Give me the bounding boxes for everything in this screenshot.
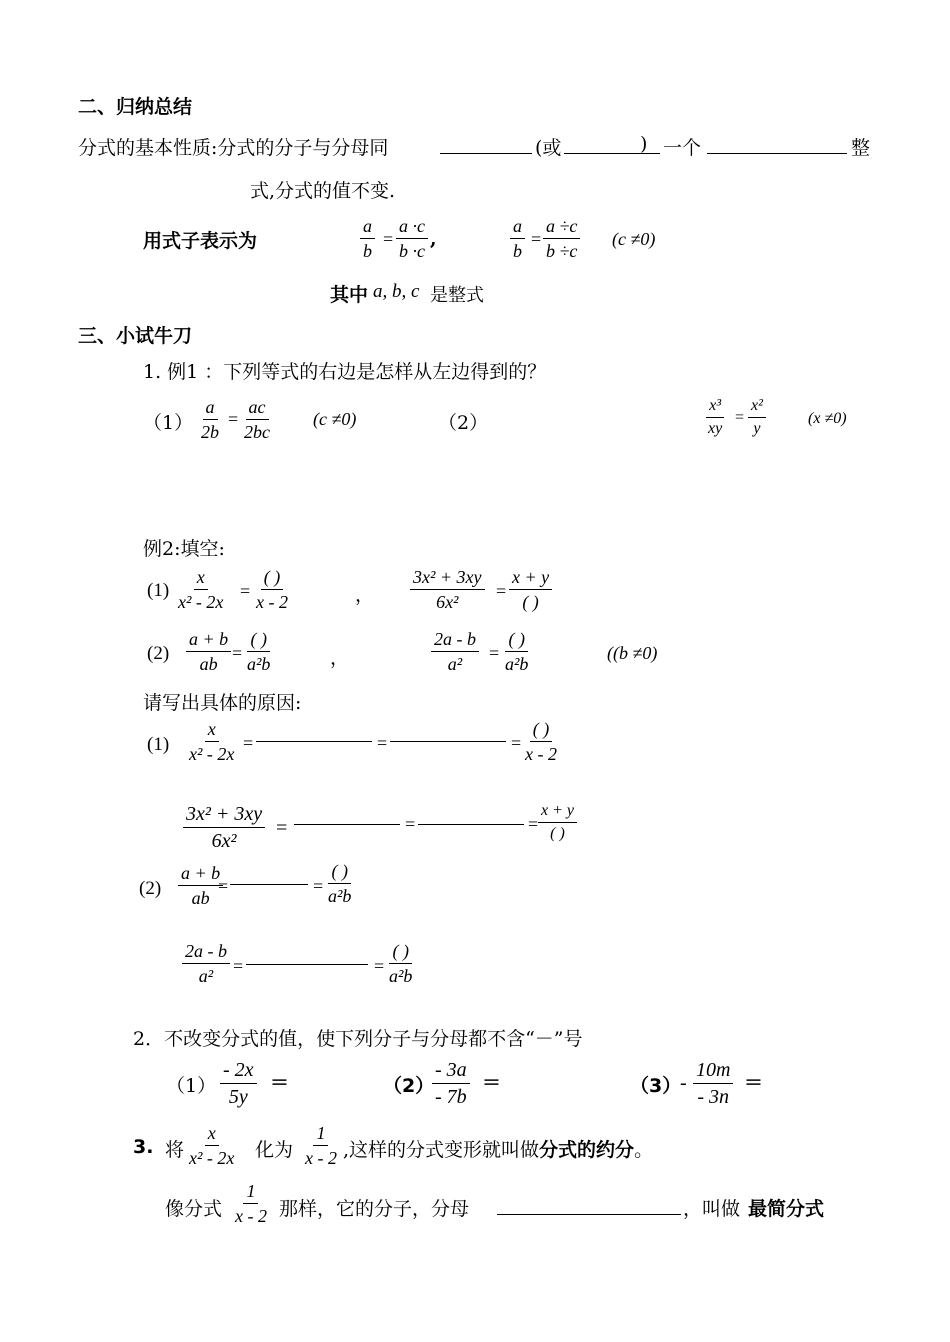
fraction-blank-over-x-2: ( ) x - 2: [525, 719, 557, 764]
fraction-2a-b-over-a2: $\frac{2a - b}{\text{a²}}$: [182, 942, 230, 985]
equals-sign: =: [489, 643, 500, 663]
condition-x-nonzero: (x ≠0): [808, 410, 847, 427]
property-text-a: 分式的基本性质:分式的分子与分母同: [78, 137, 389, 159]
fraction-neg3a-over-neg7b: $\frac{- 3a}{- 7b}$: [432, 1060, 470, 1107]
fraction-1-over-x-2: $\frac{1}{x - 2}$: [235, 1181, 267, 1226]
example1-part1-label: （1）: [143, 412, 194, 434]
fraction-3x2-3xy-over-6x2: $\frac{\text{3x² + 3xy}}{\text{6x²}}$: [183, 804, 265, 851]
answer-blank[interactable]: [390, 741, 506, 742]
fraction-a-over-b-2: $\frac{a}{b}$: [510, 217, 525, 260]
question2-part1-label: （1）: [166, 1075, 217, 1097]
section-heading-summary: 二、归纳总结: [78, 96, 193, 118]
example1-title: 1. 例1 ：下列等式的右边是怎样从左边得到的？: [143, 361, 547, 383]
term-reduction: 分式的约分: [539, 1139, 635, 1161]
fraction-a-over-b: $\frac{a}{b}$: [360, 217, 375, 260]
fraction-blank-over-a2b: ( ) a²b: [328, 861, 352, 906]
term-simplest-fraction: 最简分式: [748, 1198, 825, 1220]
fraction-x3-over-xy: $\frac{\text{x³}}{xy}$: [708, 397, 723, 437]
property-text-c: ): [640, 133, 648, 155]
equals-sign: =: [240, 581, 251, 601]
reason-title: 请写出具体的原因:: [143, 692, 302, 714]
example2-row1-label: (1): [147, 580, 170, 601]
property-text-d: 一个: [663, 137, 702, 159]
fraction-ab-sum-over-ab: $\frac{a + b}{ab}$: [178, 864, 223, 907]
reason-row1-label: (1): [147, 734, 170, 755]
answer-blank[interactable]: [294, 824, 400, 825]
fraction-ac-over-2bc: $\frac{ac}{2bc}$: [244, 397, 270, 442]
fraction-xy-over-blank: x + y ( ): [509, 568, 552, 611]
fraction-neg2x-over-5y: $\frac{- 2x}{5y}$: [220, 1060, 257, 1107]
separator-comma: ，: [330, 647, 350, 669]
fraction-x-over-x2-2x: $\frac{x}{\text{x² - 2x}}$: [189, 719, 235, 764]
equals-sign: =: [228, 409, 239, 429]
fraction-10m-over-neg3n: $\frac{10m}{- 3n}$: [693, 1060, 733, 1107]
equals-sign: =: [374, 956, 385, 976]
equals-sign: =: [735, 409, 745, 426]
property-text-b: (或: [535, 137, 562, 159]
minus-sign: -: [680, 1072, 687, 1094]
separator-comma: ，: [355, 584, 375, 606]
property-text-e: 整: [851, 137, 871, 159]
example1-part2-label: （2）: [438, 412, 489, 434]
equals-sign: ＝: [270, 1072, 290, 1094]
question3-number: 3.: [133, 1136, 154, 1158]
question3-text-2: 化为: [255, 1139, 294, 1161]
fraction-blank-over-a2b: ( ) a²b: [389, 941, 413, 986]
fraction-2a-b-over-a2: $\frac{2a - b}{\text{a²}}$: [431, 630, 479, 673]
question3-text-3: ,这样的分式变形就叫做分式的约分。: [343, 1139, 654, 1161]
fraction-x-over-x2-2x: $\frac{x}{\text{x² - 2x}}$: [189, 1123, 235, 1168]
comma: ,: [430, 228, 437, 250]
example2-row2-label: (2): [147, 643, 170, 664]
equals-sign: =: [276, 817, 288, 839]
question3-text-1: 将: [165, 1139, 185, 1161]
question2-part3-label: （3）: [630, 1075, 682, 1097]
fraction-adivc-over-bdivc: $\frac{a \div c}{b \div c}$: [543, 217, 580, 260]
equals-sign: =: [243, 733, 254, 753]
condition-c-nonzero: (c ≠0): [612, 229, 656, 249]
fraction-x2-over-y: $\frac{\text{x²}}{y}$: [748, 398, 766, 437]
property-text-line2: 式,分式的值不变.: [250, 180, 396, 202]
equals-sign: =: [528, 814, 539, 834]
fraction-ac-over-bc: $\frac{a \cdot c}{b \cdot c}$: [396, 217, 428, 260]
question2-title: 2．不改变分式的值，使下列分子与分母都不含“－”号: [133, 1028, 583, 1050]
blank-3[interactable]: [707, 153, 847, 154]
fraction-x-over-x2-2x: $\frac{x}{\text{x² - 2x}}$: [178, 567, 224, 612]
answer-blank[interactable]: [230, 884, 308, 885]
question3-line2-b: 那样，它的分子，分母: [279, 1198, 470, 1220]
question3-line2-c: ，叫做: [683, 1198, 741, 1220]
equals-sign: =: [405, 814, 416, 834]
equals-sign: =: [313, 876, 324, 896]
section-heading-practice: 三、小试牛刀: [78, 325, 193, 347]
question3-line2-a: 像分式: [165, 1198, 223, 1220]
answer-blank[interactable]: [246, 964, 368, 965]
fraction-ab-sum-over-ab: $\frac{a + b}{ab}$: [186, 630, 231, 673]
condition-c-nonzero: (c ≠0): [313, 409, 357, 429]
equals-sign: ＝: [482, 1072, 502, 1094]
answer-blank[interactable]: [418, 824, 524, 825]
equals-sign: =: [233, 956, 244, 976]
where-prefix: 其中: [330, 284, 369, 306]
reason-row2-label: (2): [139, 878, 162, 899]
equals-sign: =: [377, 733, 388, 753]
equals-sign: =: [496, 581, 507, 601]
fraction-1-over-x-2: $\frac{1}{x - 2}$: [305, 1123, 337, 1168]
equals-sign: =: [232, 643, 243, 663]
fraction-blank-over-a2b: ( ) a²b: [247, 629, 271, 674]
fraction-a-over-2b: $\frac{a}{2b}$: [201, 397, 219, 442]
blank-1[interactable]: [440, 153, 532, 154]
equals-sign: =: [383, 229, 394, 249]
equals-sign: =: [218, 876, 229, 896]
equals-sign: =: [511, 733, 522, 753]
answer-blank[interactable]: [497, 1214, 681, 1215]
fraction-3x2-3xy-over-6x2: $\frac{\text{3x² + 3xy}}{\text{6x²}}$: [410, 568, 485, 611]
equals-sign: ＝: [744, 1072, 764, 1094]
where-vars: a, b, c: [373, 281, 420, 302]
condition-b-nonzero: ((b ≠0): [607, 643, 658, 663]
equals-sign: =: [531, 229, 542, 249]
question2-part2-label: （2）: [383, 1075, 435, 1097]
fraction-blank-over-a2b: ( ) a²b: [505, 629, 529, 674]
where-suffix: 是整式: [430, 285, 484, 306]
fraction-blank-over-x-2: ( ) x - 2: [256, 567, 288, 612]
formula-label: 用式子表示为: [143, 230, 258, 252]
fraction-xy-over-blank: x + y ( ): [538, 803, 577, 842]
example2-title: 例2:填空:: [143, 538, 225, 560]
answer-blank[interactable]: [256, 741, 372, 742]
